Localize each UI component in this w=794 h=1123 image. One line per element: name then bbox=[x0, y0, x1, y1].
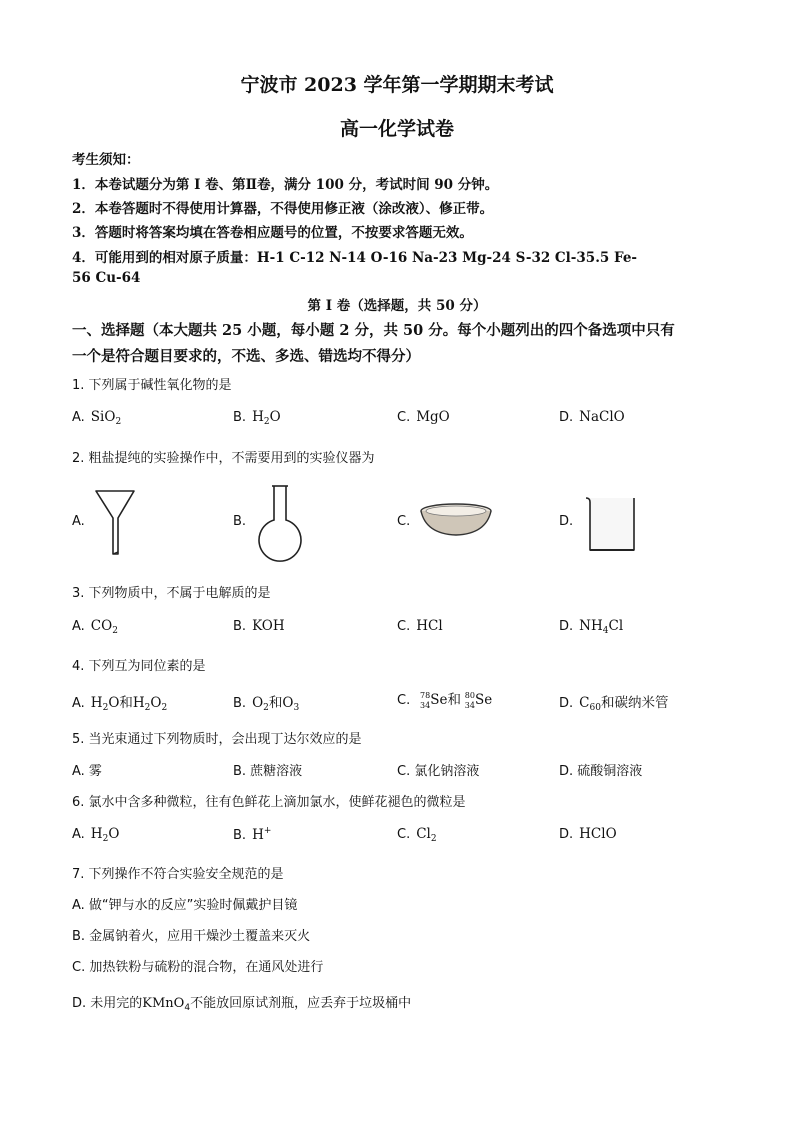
option-d: D. 未用完的KMnO$_4$不能放回原试剂瓶，应丢弃于垃圾桶中 bbox=[72, 996, 412, 1013]
option-a: A. SiO$_2$ bbox=[72, 409, 122, 427]
section-intro: 一个是符合题目要求的，不选、多选、错选均不得分） bbox=[72, 348, 420, 365]
option-b: B. H+ bbox=[233, 826, 272, 843]
beaker-icon bbox=[582, 494, 640, 554]
option-c: C. 加热铁粉与硫粉的混合物，在通风处进行 bbox=[72, 960, 324, 975]
option-a: A. $H_2O$ bbox=[72, 826, 120, 844]
section-intro: 一、选择题（本大题共 25 小题，每小题 2 分，共 50 分。每个小题列出的四个备选项中只有 bbox=[72, 322, 675, 339]
option-b: B. $H_2O$ bbox=[233, 409, 281, 427]
question-stem: 2. 粗盐提纯的实验操作中，不需要用到的实验仪器为 bbox=[72, 451, 375, 466]
evaporating-dish-icon bbox=[418, 500, 494, 540]
option-d: D. NaClO bbox=[559, 409, 625, 425]
funnel-icon bbox=[93, 488, 137, 558]
option-c: C. $Cl_2$ bbox=[397, 826, 437, 844]
notice-item: 56 Cu-64 bbox=[72, 270, 141, 286]
question-stem: 6. 氯水中含多种微粒，往有色鲜花上滴加氯水，使鲜花褪色的微粒是 bbox=[72, 795, 466, 810]
option-d-label: D. bbox=[559, 514, 574, 529]
page-subtitle: 高一化学试卷 bbox=[339, 118, 454, 140]
question-stem: 3. 下列物质中，不属于电解质的是 bbox=[72, 586, 271, 601]
option-d: D. HClO bbox=[559, 826, 617, 842]
option-d: D. 硫酸铜溶液 bbox=[559, 764, 643, 779]
question-stem: 7. 下列操作不符合实验安全规范的是 bbox=[72, 867, 284, 882]
page-title: 宁波市 2023 学年第一学期期末考试 bbox=[240, 74, 554, 96]
option-a: A. $H_2O$和$H_2O_2$ bbox=[72, 695, 168, 713]
option-d: D. $NH_4Cl$ bbox=[559, 618, 624, 636]
option-b-label: B. bbox=[233, 514, 247, 529]
notice-item: 3．答题时将答案均填在答卷相应题号的位置，不按要求答题无效。 bbox=[72, 225, 473, 241]
option-b: B. 蔗糖溶液 bbox=[233, 764, 303, 779]
option-a-label: A. bbox=[72, 514, 85, 529]
option-c: C. 78 34 Se和 80 34 Se bbox=[397, 690, 493, 710]
option-c: C. MgO bbox=[397, 409, 450, 425]
option-c: C. 氯化钠溶液 bbox=[397, 764, 480, 779]
option-b: B. 金属钠着火，应用干燥沙土覆盖来灭火 bbox=[72, 929, 311, 944]
section-title: 第 I 卷（选择题，共 50 分） bbox=[307, 298, 487, 314]
option-a: A. $CO_2$ bbox=[72, 618, 118, 636]
option-a: A. 做“钾与水的反应”实验时佩戴护目镜 bbox=[72, 898, 298, 913]
question-stem: 1. 下列属于碱性氧化物的是 bbox=[72, 378, 232, 393]
round-bottom-flask-icon bbox=[255, 482, 305, 566]
option-c-label: C. bbox=[397, 514, 411, 529]
notice-heading: 考生须知： bbox=[72, 152, 140, 168]
notice-item: 4．可能用到的相对原子质量：H-1 C-12 N-14 O-16 Na-23 Mg-24 S-32 Cl-35.5 Fe- bbox=[72, 250, 638, 266]
notice-item: 2．本卷答题时不得使用计算器，不得使用修正液（涂改液）、修正带。 bbox=[72, 201, 494, 217]
question-stem: 4. 下列互为同位素的是 bbox=[72, 659, 206, 674]
option-b: B. $O_2$和$O_3$ bbox=[233, 695, 300, 713]
option-c: C. HCl bbox=[397, 618, 443, 634]
option-b: B. KOH bbox=[233, 618, 285, 634]
notice-item: 1．本卷试题分为第 I 卷、第Ⅱ卷，满分 100 分，考试时间 90 分钟。 bbox=[72, 177, 499, 193]
question-stem: 5. 当光束通过下列物质时，会出现丁达尔效应的是 bbox=[72, 732, 362, 747]
option-d: D. $C_{60}$和碳纳米管 bbox=[559, 695, 669, 713]
option-a: A. 雾 bbox=[72, 764, 102, 779]
